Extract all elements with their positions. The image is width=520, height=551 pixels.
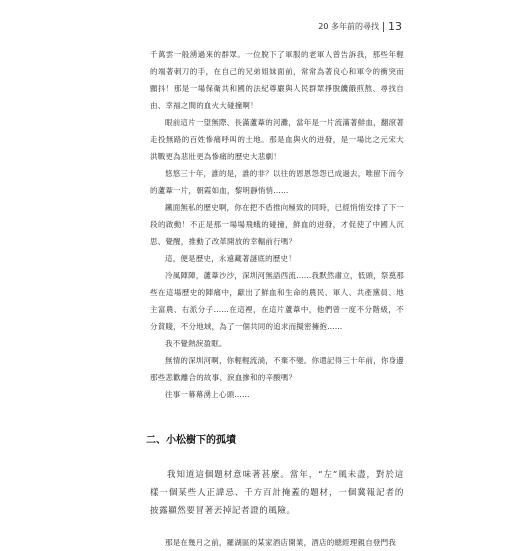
paragraph: 那是在幾月之前，羅湖區的某家酒店開業，酒店的總經理親自登門我 [165, 538, 396, 547]
paragraph: 無情的深圳河啊，你輕輕流淌，不棄不變。你還記得三十年前，你身邊那些悲歡離合的故事、淚血摻和的辛酸嗎？ [150, 356, 404, 382]
page-body [146, 46, 404, 551]
paragraph: 悠悠三十年，誰的是，誰的非？以往的恩恩怨怨已成過去，唯留下而今的蘆葦一片，朝霞如血，黎明靜悄悄…… [150, 169, 404, 195]
section-paragraph: 我知道這個題材意味著甚麼。當年，“左”風未盡，對於這樣一個某些人正諱忌、千方百計掩蓋的題材，一個冀報記者的披露顯然要冒著丟掉記者證的風險。 [150, 470, 404, 516]
section-heading: 二、小松樹下的孤墳 [146, 435, 236, 446]
page-number: 13 [388, 20, 402, 33]
running-header [318, 20, 402, 33]
paragraph: 眼前這片一望無際、長滿蘆葦的河灘，當年是一片流滿著鮮血，翻滾著走投無路的百姓慘痛呼叫的土地。那是血與火的迸發，是一場比之元宋大洪戰更為悲壯更為慘痛的歷史大悲劇！ [150, 118, 404, 161]
paragraph: 冷風陣陣，蘆葦沙沙，深圳河無語西流……我默然肅立，低頭，祭奠那些在這場歷史的陣痛中，獻出了鮮血和生命的農民、軍人、共產黨員、地主富農、右派分子……在這裡，在這片蘆葦中，他們曾一度不分階級，不分貧賤，不分地域，為了一個共同的追求而擬密擁抱…… [150, 271, 404, 331]
chapter-title: 20 多年前的尋找 [318, 22, 379, 31]
paragraph: 這，便是歷史，永遠藏著謎底的歷史！ [165, 254, 296, 263]
paragraph: 千萬雲一般湧過來的群眾。一位脫下了軍服的老軍人曾告訴我，那些年輕的端著刺刀的手，在自己的兄弟姐妹面前，常常為著良心和軍令的衝突而顫抖！那是一場保衛共和國的法紀尊嚴與人民群眾掙脫饑餓煎熬、尋找自由、幸福之間的血火大碰撞啊！ [150, 50, 404, 110]
paragraph: 鐵面無私的歷史啊，你在把不盾推向極致的同時，已經悄悄安排了下一段的啟動！不正是那一場場飛蛾的碰撞，鮮血的迸發，才促使了中國人沉思、覺醒，推動了改革開放的幸輻前行嗎？ [150, 203, 404, 246]
header-divider [383, 22, 384, 32]
paragraph: 往事一幕幕湧上心頭…… [165, 390, 250, 399]
paragraph: 我不覺熱淚盈眶。 [165, 339, 227, 348]
